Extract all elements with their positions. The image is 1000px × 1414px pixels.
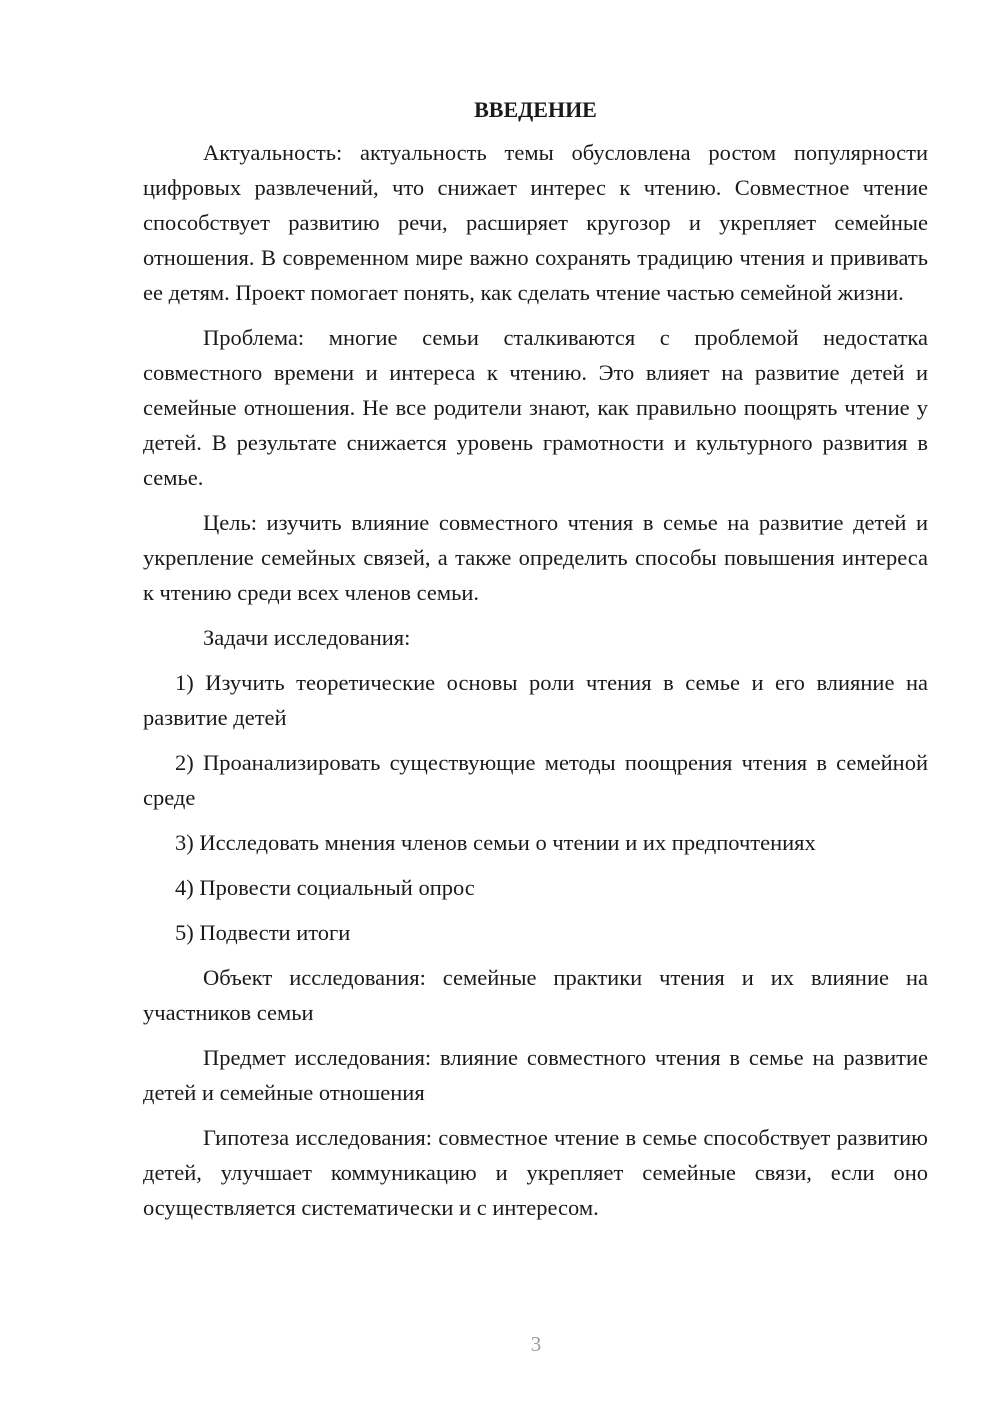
task-item-2: 2) Проанализировать существующие методы поощрения чтения в семейной среде xyxy=(143,750,928,810)
page-content xyxy=(143,92,928,1235)
subject-paragraph: Предмет исследования: влияние совместного чтения в семье на развитие детей и семейные отношения xyxy=(143,1045,928,1105)
relevance-paragraph: Актуальность: актуальность темы обусловлена ростом популярности цифровых развлечений, что снижает интерес к чтению. Совместное чтение способствует развитию речи, расширяет кругозор и укрепляет семейные отношения. В современном мире важно сохранять традицию чтения и прививать ее детям. Проект помогает понять, как сделать чтение частью семейной жизни. xyxy=(143,140,928,305)
goal-paragraph: Цель: изучить влияние совместного чтения в семье на развитие детей и укрепление семейных связей, а также определить способы повышения интереса к чтению среди всех членов семьи. xyxy=(143,510,928,605)
task-item-5: 5) Подвести итоги xyxy=(175,920,351,945)
task-item-1: 1) Изучить теоретические основы роли чтения в семье и его влияние на развитие детей xyxy=(143,670,928,730)
hypothesis-paragraph: Гипотеза исследования: совместное чтение в семье способствует развитию детей, улучшает коммуникацию и укрепляет семейные связи, если оно осуществляется систематически и с интересом. xyxy=(143,1125,928,1220)
task-item-3: 3) Исследовать мнения членов семьи о чтении и их предпочтениях xyxy=(175,830,816,855)
page-title: ВВЕДЕНИЕ xyxy=(474,97,597,122)
page-number: 3 xyxy=(530,1332,542,1356)
tasks-title: Задачи исследования: xyxy=(203,625,411,650)
task-item-4: 4) Провести социальный опрос xyxy=(175,875,475,900)
object-paragraph: Объект исследования: семейные практики чтения и их влияние на участников семьи xyxy=(143,965,928,1025)
problem-paragraph: Проблема: многие семьи сталкиваются с проблемой недостатка совместного времени и интереса к чтению. Это влияет на развитие детей и семейные отношения. Не все родители знают, как правильно поощрять чтение у детей. В результате снижается уровень грамотности и культурного развития в семье. xyxy=(143,325,928,490)
